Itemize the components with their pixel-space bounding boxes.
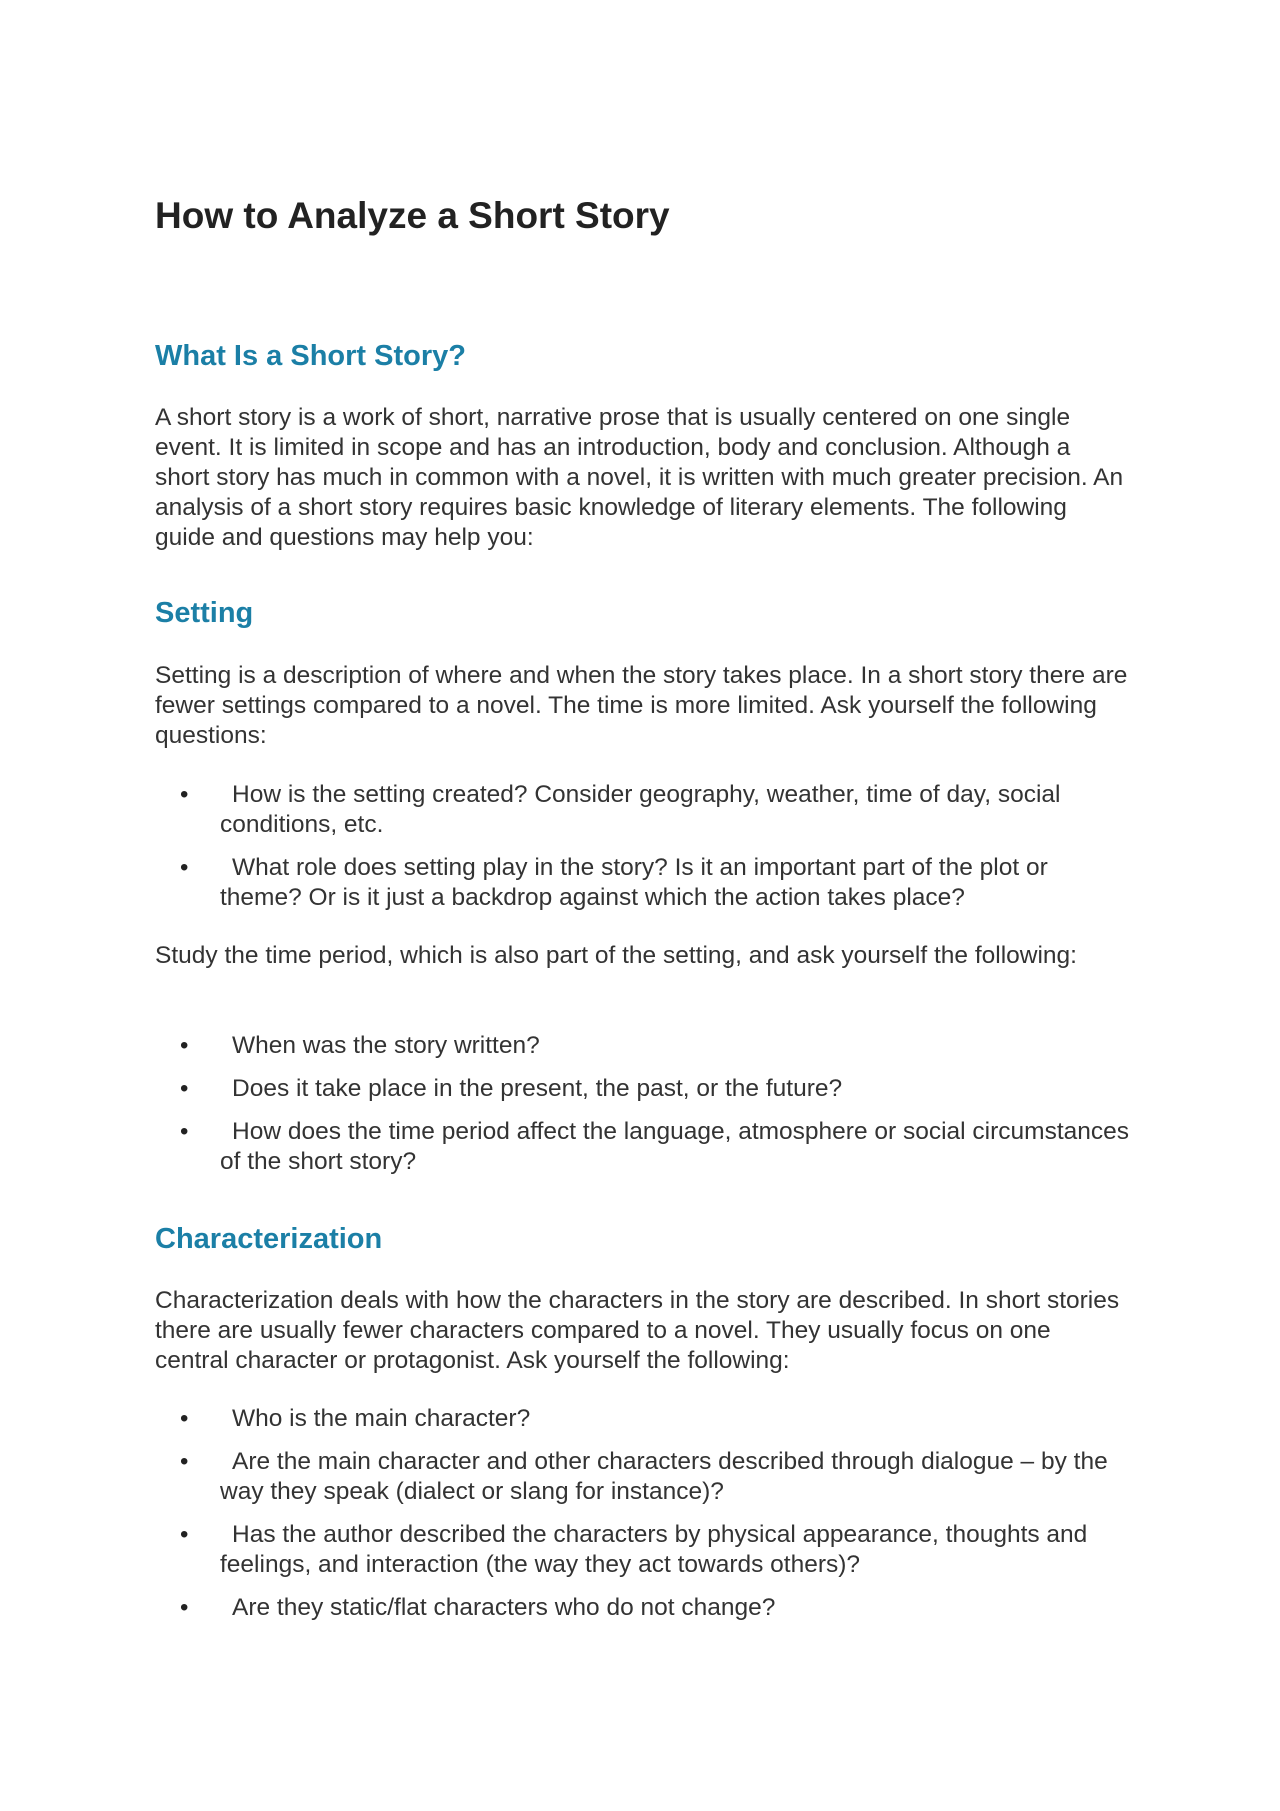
- bullet-icon: •: [180, 1075, 189, 1102]
- list-item-text: Does it take place in the present, the past, or the future?: [232, 1075, 843, 1102]
- bullet-icon: •: [180, 1405, 189, 1432]
- list-item: [155, 1404, 1130, 1434]
- list-item-text: When was the story written?: [232, 1032, 540, 1059]
- list-item: [155, 1447, 1130, 1507]
- paragraph-time-period: Study the time period, which is also part of the setting, and ask yourself the following:: [155, 942, 1077, 969]
- bullet-icon: •: [180, 1521, 189, 1548]
- list-item: [155, 1117, 1130, 1177]
- time-period-bullet-list: [155, 1031, 1130, 1190]
- list-item-text: Are they static/flat characters who do not change?: [232, 1594, 776, 1621]
- list-item-text: What role does setting play in the story? Is it an important part of the plot or theme? Or is it just a backdrop against which the action takes place?: [220, 854, 1048, 911]
- bullet-icon: •: [180, 781, 189, 808]
- section-heading-what-is-a-short-story: What Is a Short Story?: [155, 340, 466, 372]
- list-item: [155, 1520, 1130, 1580]
- list-item-text: How is the setting created? Consider geography, weather, time of day, social conditions, etc.: [220, 781, 1061, 838]
- list-item-text: How does the time period affect the language, atmosphere or social circumstances of the short story?: [220, 1118, 1130, 1175]
- characterization-bullet-list: [155, 1404, 1130, 1636]
- list-item-text: Who is the main character?: [232, 1405, 531, 1432]
- paragraph-characterization: Characterization deals with how the characters in the story are described. In short stories there are usually fewer characters compared to a novel. They usually focus on one central character or protagonist. Ask yourself the following:: [155, 1287, 1120, 1374]
- section-heading-setting: Setting: [155, 597, 254, 629]
- paragraph-setting: Setting is a description of where and when the story takes place. In a short story there are fewer settings compared to a novel. The time is more limited. Ask yourself the following questions:: [155, 662, 1128, 749]
- list-item-text: Are the main character and other characters described through dialogue – by the way they speak (dialect or slang for instance)?: [220, 1448, 1108, 1505]
- setting-bullet-list: [155, 780, 1130, 926]
- bullet-icon: •: [180, 854, 189, 881]
- list-item: [155, 780, 1130, 840]
- document-title: How to Analyze a Short Story: [155, 195, 670, 236]
- list-item: [155, 1074, 1130, 1104]
- section-heading-characterization: Characterization: [155, 1223, 383, 1255]
- bullet-icon: •: [180, 1032, 189, 1059]
- bullet-icon: •: [180, 1594, 189, 1621]
- paragraph-what-is-a-short-story: A short story is a work of short, narrative prose that is usually centered on one single event. It is limited in scope and has an introduction, body and conclusion. Although a short story has much in common with a novel, it is written with much greater precision. An analysis of a short story requires basic knowledge of literary elements. The following guide and questions may help you:: [155, 404, 1124, 551]
- list-item-text: Has the author described the characters by physical appearance, thoughts and feelings, and interaction (the way they act towards others)?: [220, 1521, 1088, 1578]
- list-item: [155, 853, 1130, 913]
- bullet-icon: •: [180, 1118, 189, 1145]
- list-item: [155, 1593, 1130, 1623]
- bullet-icon: •: [180, 1448, 189, 1475]
- list-item: [155, 1031, 1130, 1061]
